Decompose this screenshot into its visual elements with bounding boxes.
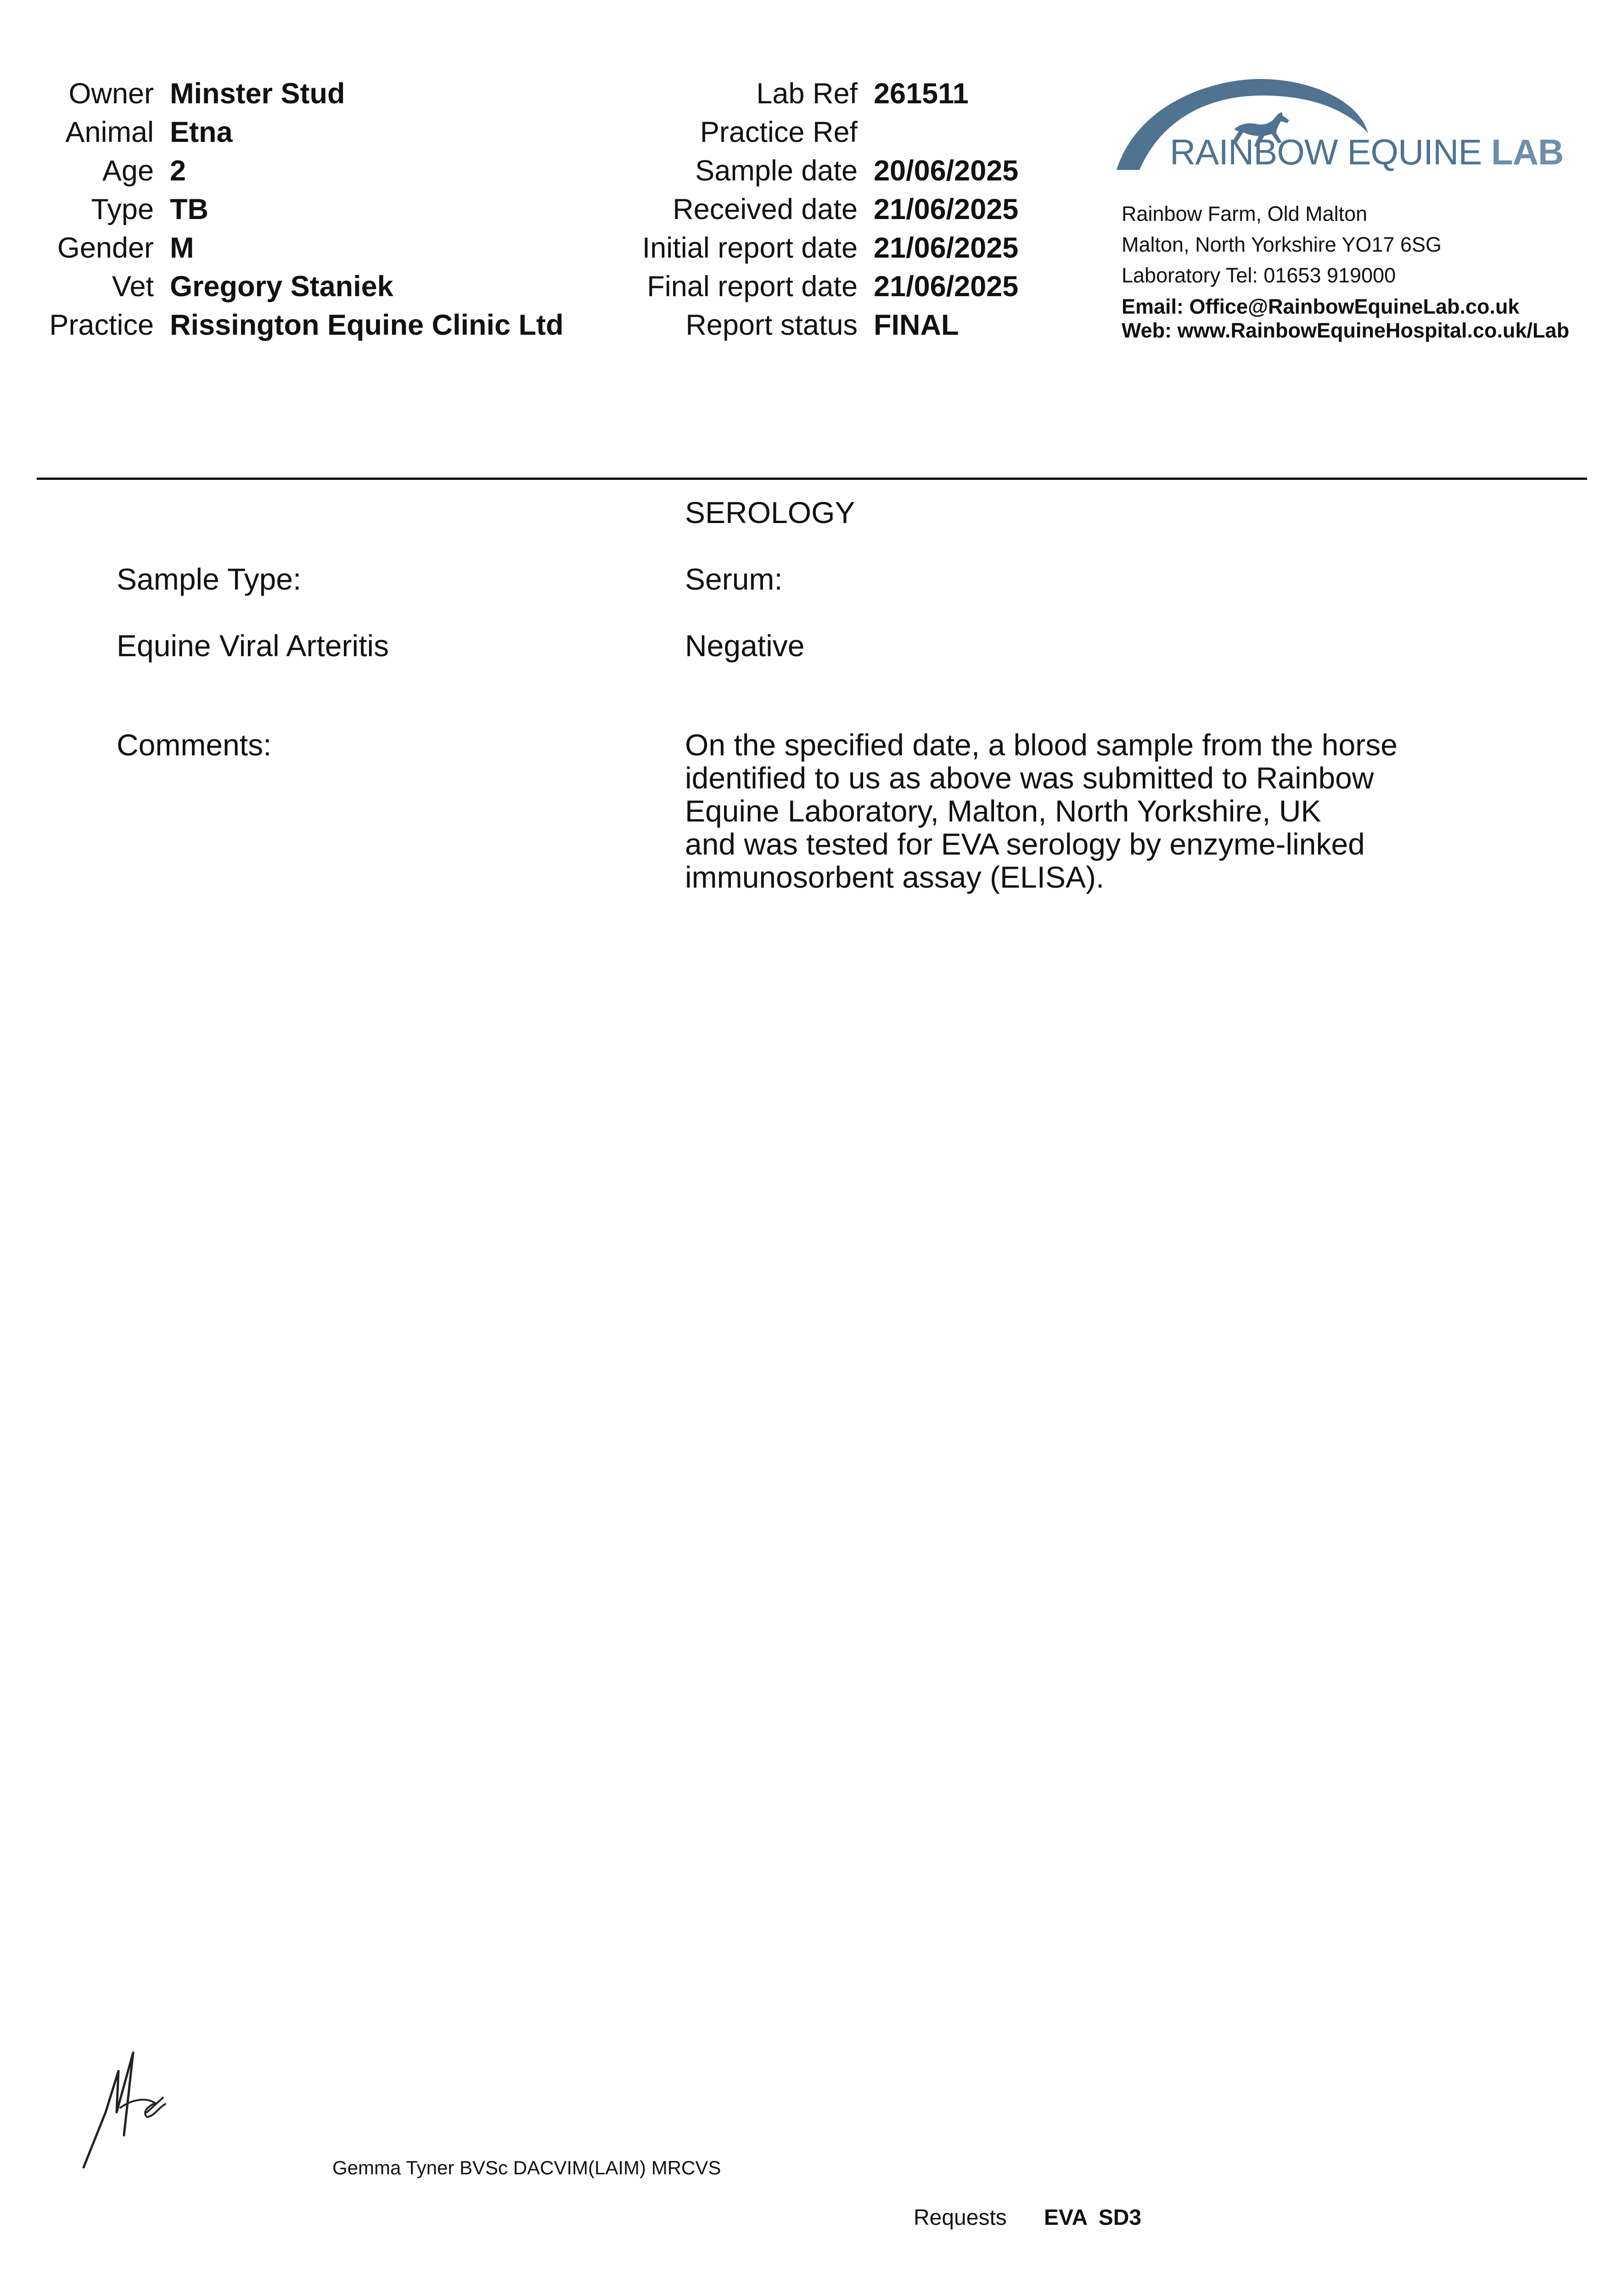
comment-line: On the specified date, a blood sample from the horse	[685, 728, 1398, 762]
requests-codes: EVA SD3	[1044, 2206, 1142, 2230]
test-name: Equine Viral Arteritis	[117, 629, 389, 663]
animal-label: Animal	[65, 116, 154, 148]
address-line-3: Laboratory Tel: 01653 919000	[1122, 264, 1396, 287]
address-line-2: Malton, North Yorkshire YO17 6SG	[1122, 233, 1442, 256]
comment-line: Equine Laboratory, Malton, North Yorkshire, UK	[685, 794, 1321, 828]
practice-label: Practice	[49, 309, 154, 341]
section-title: SEROLOGY	[685, 495, 855, 529]
header-divider	[37, 478, 1587, 480]
owner-value: Minster Stud	[170, 78, 345, 110]
sample-date-label: Sample date	[695, 155, 858, 187]
gender-value: M	[170, 232, 194, 264]
age-value: 2	[170, 155, 186, 187]
comments-text	[685, 728, 1398, 894]
lab-ref-value: 261511	[874, 78, 969, 110]
logo-name-bold: LAB	[1491, 132, 1564, 172]
test-result: Negative	[685, 629, 805, 663]
vet-label: Vet	[112, 270, 154, 303]
comment-line: identified to us as above was submitted to Rainbow	[685, 761, 1374, 795]
signature	[78, 2043, 174, 2172]
comment-line: and was tested for EVA serology by enzyme-linked	[685, 827, 1365, 861]
final-report-date-value: 21/06/2025	[874, 270, 1019, 303]
animal-value: Etna	[170, 116, 233, 148]
signatory-name: Gemma Tyner BVSc DACVIM(LAIM) MRCVS	[332, 2157, 721, 2178]
sample-date-value: 20/06/2025	[874, 155, 1019, 187]
type-label: Type	[91, 193, 154, 225]
vet-value: Gregory Staniek	[170, 270, 393, 303]
address-line-1: Rainbow Farm, Old Malton	[1122, 202, 1368, 225]
email-line[interactable]: Email: Office@RainbowEquineLab.co.uk	[1122, 295, 1520, 318]
sample-type-value: Serum:	[685, 562, 783, 596]
logo-name-light: RAINBOW EQUINE	[1170, 132, 1492, 172]
age-label: Age	[102, 155, 154, 187]
requests-label: Requests	[914, 2206, 1007, 2230]
lab-ref-label: Lab Ref	[756, 78, 858, 110]
received-date-value: 21/06/2025	[874, 193, 1019, 225]
comment-line: immunosorbent assay (ELISA).	[685, 860, 1105, 894]
logo-wordmark	[1170, 131, 1563, 173]
report-status-label: Report status	[685, 309, 858, 341]
received-date-label: Received date	[673, 193, 858, 225]
gender-label: Gender	[57, 232, 154, 264]
initial-report-date-label: Initial report date	[642, 232, 858, 264]
web-line[interactable]: Web: www.RainbowEquineHospital.co.uk/Lab	[1122, 319, 1570, 342]
initial-report-date-value: 21/06/2025	[874, 232, 1019, 264]
practice-ref-label: Practice Ref	[700, 116, 858, 148]
practice-value: Rissington Equine Clinic Ltd	[170, 309, 564, 341]
comments-label: Comments:	[117, 728, 272, 762]
owner-label: Owner	[68, 78, 154, 110]
final-report-date-label: Final report date	[647, 270, 858, 303]
report-status-value: FINAL	[874, 309, 959, 341]
type-value: TB	[170, 193, 208, 225]
sample-type-label: Sample Type:	[117, 562, 302, 596]
